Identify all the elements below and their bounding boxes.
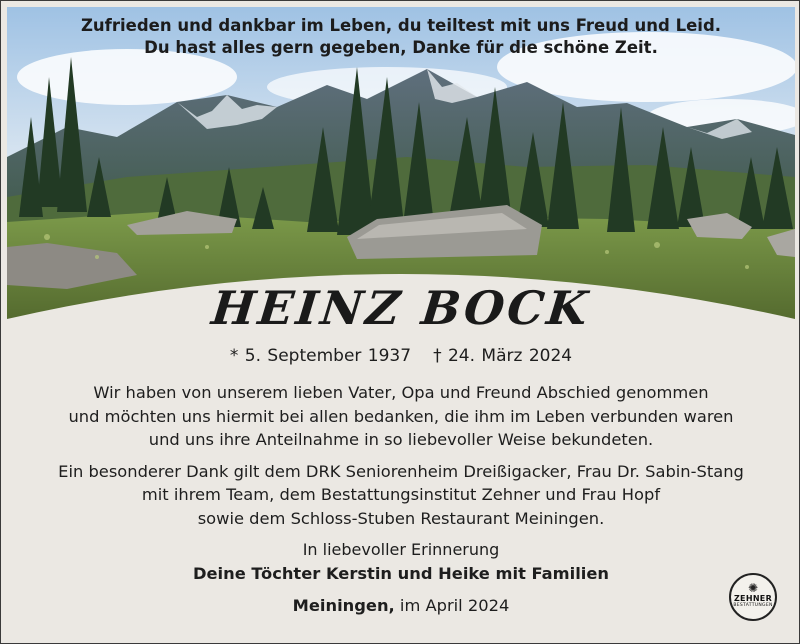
memory-line: In liebevoller Erinnerung (302, 540, 500, 559)
farewell-line: und uns ihre Anteilnahme in so liebevoller Weise bekundeten. (148, 430, 654, 449)
place-date (1, 594, 800, 618)
place-name: Meiningen, (292, 596, 395, 615)
logo-title: ZEHNER (733, 594, 773, 603)
quote-line-2: Du hast alles gern gegeben, Danke für die schöne Zeit. (144, 38, 658, 57)
memorial-quote (1, 15, 800, 59)
notice-date: im April 2024 (399, 596, 510, 615)
life-dates (1, 345, 800, 367)
notice-body (1, 271, 800, 618)
flame-icon: ✺ (747, 581, 759, 595)
farewell-paragraph (1, 381, 800, 452)
deceased-name: HEINZ BOCK (209, 281, 593, 335)
thanks-line: mit ihrem Team, dem Bestattungsinstitut Zehner und Frau Hopf (141, 485, 661, 504)
thanks-line: sowie dem Schloss-Stuben Restaurant Meiningen. (197, 508, 605, 528)
death-date: † 24. März 2024 (433, 346, 573, 366)
farewell-line: und möchten uns hiermit bei allen bedanken, die ihm im Leben verbunden waren (68, 406, 734, 426)
birth-date: * 5. September 1937 (229, 346, 412, 366)
thanks-paragraph (1, 460, 800, 531)
farewell-line: Wir haben von unserem lieben Vater, Opa und Freund Abschied genommen (93, 383, 709, 402)
funeral-home-logo (729, 573, 777, 621)
quote-line-1: Zufrieden und dankbar im Leben, du teiltest mit uns Freud und Leid. (80, 16, 722, 35)
logo-subtitle: BESTATTUNGEN (733, 603, 773, 608)
family-signature: Deine Töchter Kerstin und Heike mit Familien (192, 564, 610, 583)
thanks-line: Ein besonderer Dank gilt dem DRK Seniorenheim Dreißigacker, Frau Dr. Sabin-Stang (58, 461, 744, 481)
